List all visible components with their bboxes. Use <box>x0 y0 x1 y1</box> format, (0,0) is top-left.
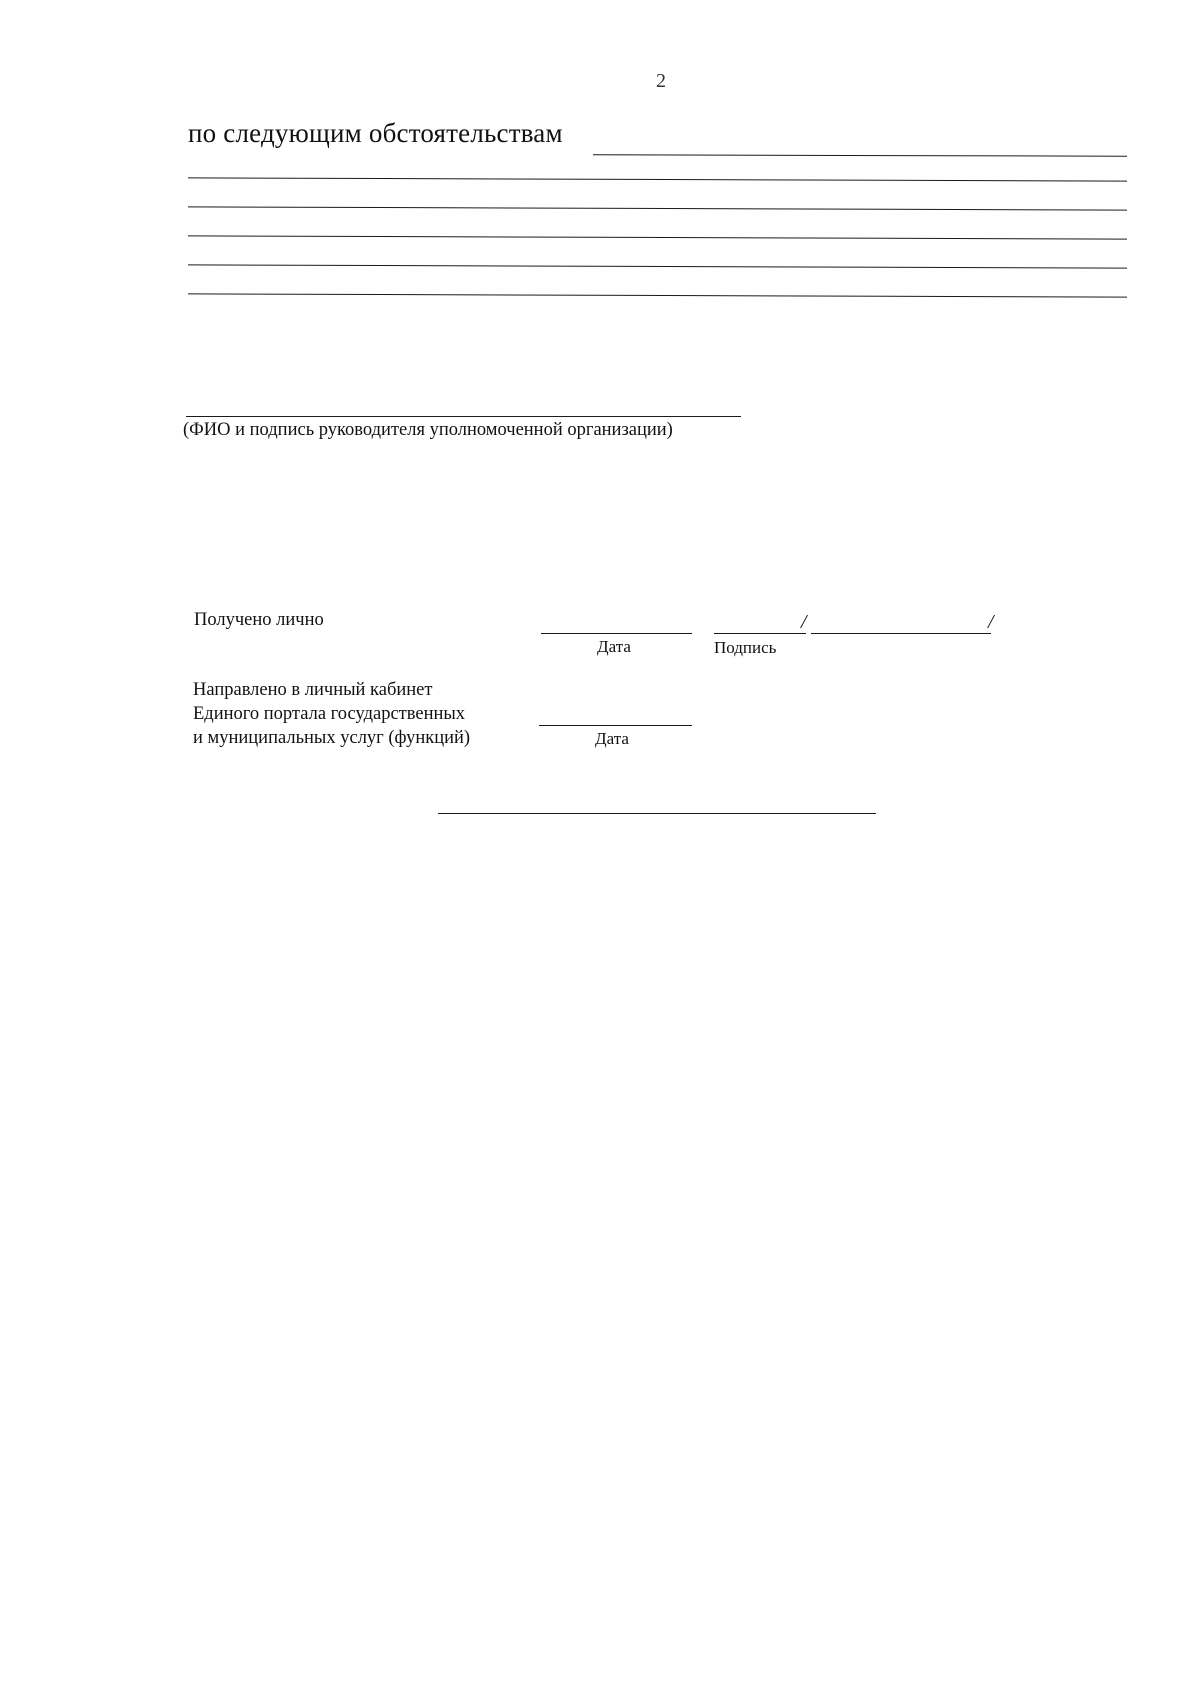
circumstances-line-2[interactable] <box>188 177 1127 181</box>
sent-cabinet-label-line-3: и муниципальных услуг (функций) <box>193 728 471 748</box>
received-signature-caption: Подпись <box>714 638 777 657</box>
circumstances-label: по следующим обстоятельствам <box>188 118 563 148</box>
received-personally-label: Получено лично <box>194 610 324 630</box>
head-signature-caption: (ФИО и подпись руководителя уполномоченной организации) <box>183 420 673 440</box>
circumstances-line-6[interactable] <box>188 293 1127 297</box>
circumstances-line-4[interactable] <box>188 235 1127 239</box>
sent-cabinet-label-line-1: Направлено в личный кабинет <box>193 680 433 700</box>
signature-slash-1: / <box>801 611 807 633</box>
received-signature-line-2[interactable] <box>811 633 991 634</box>
circumstances-line-3[interactable] <box>188 206 1127 210</box>
received-date-caption: Дата <box>597 637 631 656</box>
signature-slash-2: / <box>988 611 994 633</box>
received-signature-line-1[interactable] <box>714 633 806 634</box>
sent-cabinet-date-line[interactable] <box>539 725 692 726</box>
closing-separator <box>438 813 876 814</box>
head-signature-line[interactable] <box>186 416 741 417</box>
sent-cabinet-label-line-2: Единого портала государственных <box>193 704 466 724</box>
circumstances-line-1[interactable] <box>593 154 1127 156</box>
page-number: 2 <box>656 70 666 92</box>
sent-cabinet-date-caption: Дата <box>595 729 629 748</box>
circumstances-line-5[interactable] <box>188 264 1127 268</box>
received-date-line[interactable] <box>541 633 692 634</box>
